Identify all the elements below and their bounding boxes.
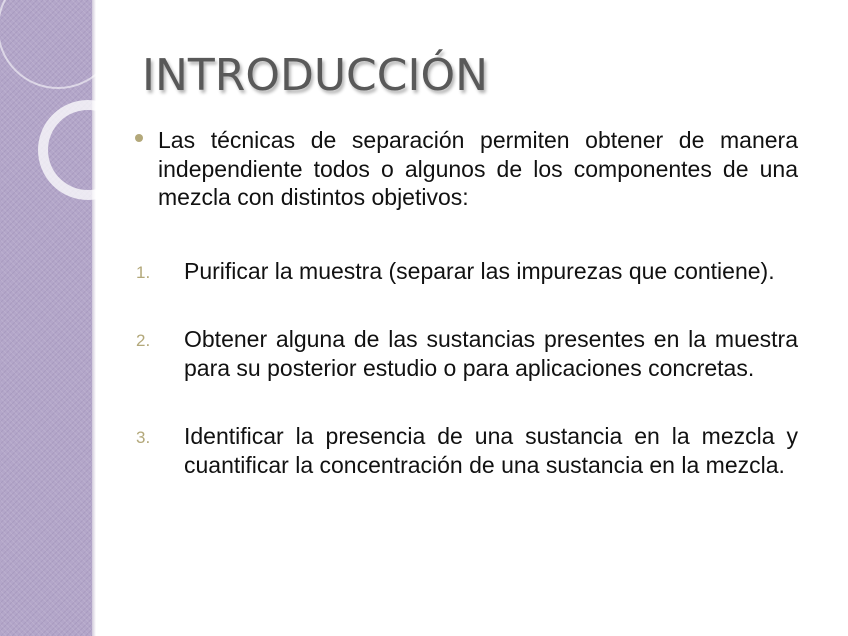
intro-bullet-text: Las técnicas de separación permiten obtener de manera independiente todos o algunos de los componentes de una mezcla con distintos objetivos: [158, 127, 798, 210]
list-item [130, 325, 798, 382]
list-item [130, 257, 798, 286]
slide-body [130, 126, 798, 479]
decorative-circle-large [0, 0, 118, 88]
bullet-dot-icon [135, 134, 143, 142]
list-item-text: Purificar la muestra (separar las impurezas que contiene). [184, 257, 775, 284]
list-item [130, 422, 798, 479]
decorative-circle-small [43, 105, 133, 195]
slide-title: INTRODUCCIÓN [142, 50, 489, 101]
list-item-text: Obtener alguna de las sustancias presentes en la muestra para su posterior estudio o para aplicaciones concretas. [184, 326, 798, 381]
list-item-number: 3. [136, 428, 151, 447]
list-item-number: 1. [136, 262, 151, 282]
intro-bullet [130, 126, 798, 212]
list-item-number: 2. [136, 331, 151, 350]
list-item-text: Identificar la presencia de una sustancia en la mezcla y cuantificar la concentración de una sustancia en la mezcla. [184, 423, 798, 478]
